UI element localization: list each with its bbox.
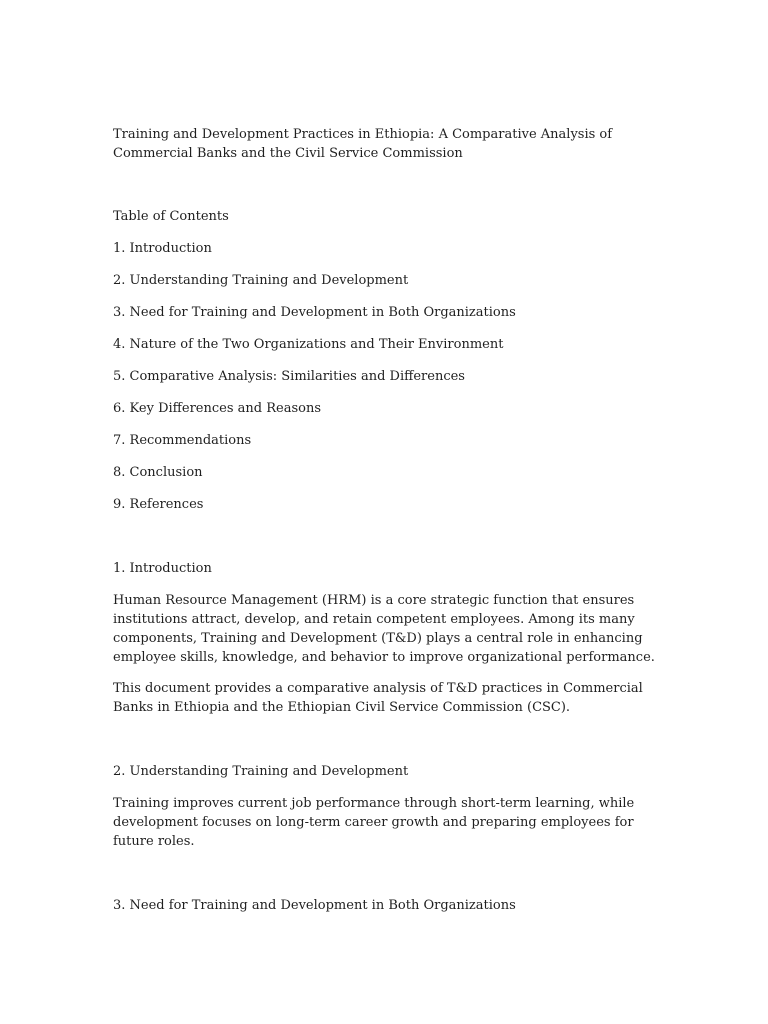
toc-item-need: 3. Need for Training and Development in Both Organizations [113, 305, 516, 320]
section-heading-introduction: 1. Introduction [113, 561, 212, 576]
toc-heading: Table of Contents [113, 209, 229, 224]
toc-item-recommendations: 7. Recommendations [113, 433, 252, 448]
document-title: Training and Development Practices in Ethiopia: A Comparative Analysis of Commercial Banks and the Civil Service Commission [113, 127, 613, 161]
introduction-paragraph: Human Resource Management (HRM) is a core strategic function that ensures institutions attract, develop, and retain competent employees. Among its many components, Training and Development (T&D) plays a central role in enhancing employee skills, knowledge, and behavior to improve organizational performance. [113, 593, 655, 665]
toc-item-references: 9. References [113, 497, 204, 512]
toc-item-introduction: 1. Introduction [113, 241, 212, 256]
introduction-paragraph: This document provides a comparative analysis of T&D practices in Commercial Banks in Ethiopia and the Ethiopian Civil Service Commission (CSC). [113, 681, 643, 715]
toc-item-comparative-analysis: 5. Comparative Analysis: Similarities and Differences [113, 369, 465, 384]
toc-item-nature: 4. Nature of the Two Organizations and Their Environment [113, 337, 504, 352]
document-page [113, 125, 658, 928]
understanding-paragraph: Training improves current job performance through short-term learning, while development focuses on long-term career growth and preparing employees for future roles. [113, 796, 635, 849]
toc-item-key-differences: 6. Key Differences and Reasons [113, 401, 321, 416]
toc-item-understanding: 2. Understanding Training and Development [113, 273, 409, 288]
section-heading-need: 3. Need for Training and Development in Both Organizations [113, 898, 516, 913]
section-heading-understanding: 2. Understanding Training and Development [113, 764, 409, 779]
toc-item-conclusion: 8. Conclusion [113, 465, 203, 480]
toc-list [113, 239, 658, 514]
